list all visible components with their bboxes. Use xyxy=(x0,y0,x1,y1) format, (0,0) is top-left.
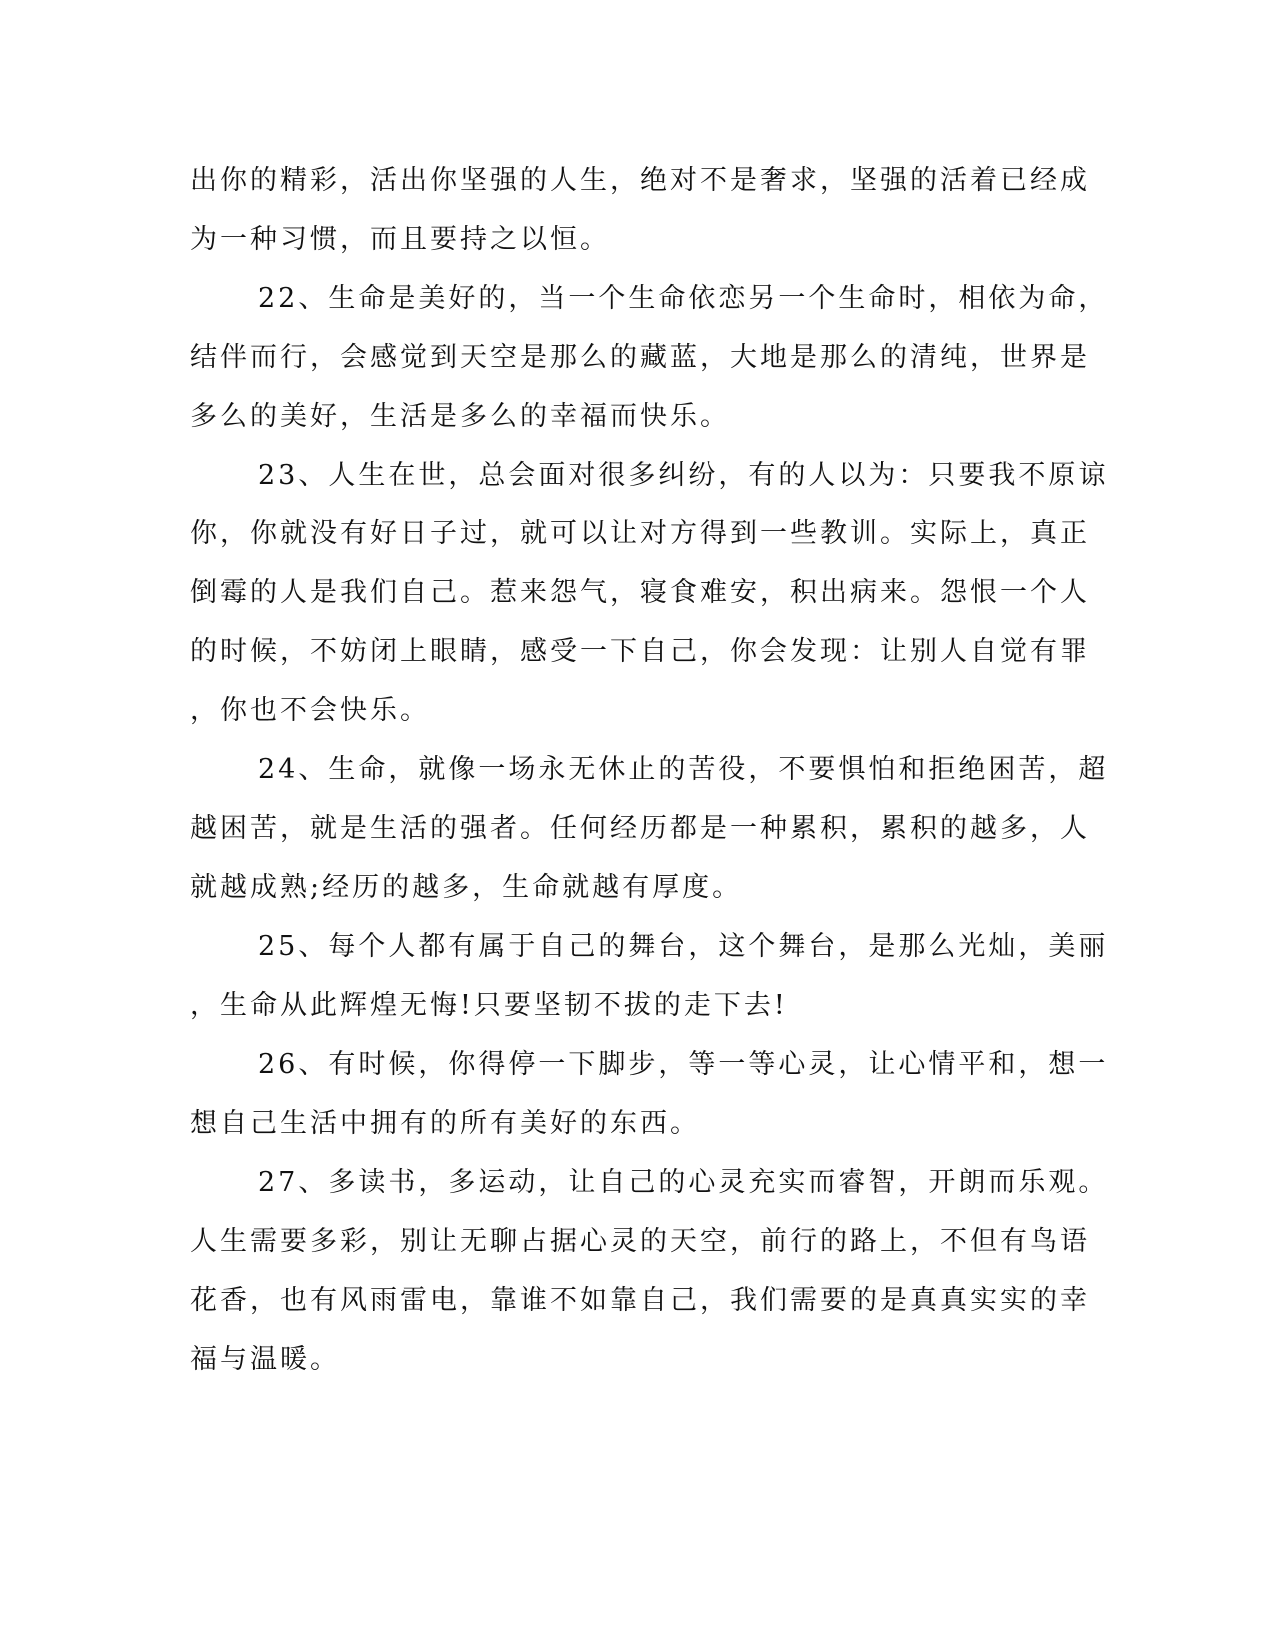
paragraph-21-line-3: 为一种习惯，而且要持之以恒。 xyxy=(190,224,610,255)
paragraph-23-line-3: 倒霉的人是我们自己。惹来怨气，寝食难安，积出病来。怨恨一个人 xyxy=(190,577,1090,608)
paragraph-23-line-2: 你，你就没有好日子过，就可以让对方得到一些教训。实际上，真正 xyxy=(190,518,1090,549)
paragraph-22-line-3: 多么的美好，生活是多么的幸福而快乐。 xyxy=(190,401,730,432)
paragraph-23-line-1: 23、人生在世，总会面对很多纠纷，有的人以为：只要我不原谅 xyxy=(258,460,1109,491)
paragraph-24-line-3: 就越成熟;经历的越多，生命就越有厚度。 xyxy=(190,872,743,903)
paragraph-25-line-2: ，生命从此辉煌无悔!只要坚韧不拔的走下去! xyxy=(190,990,788,1021)
paragraph-26-line-1: 26、有时候，你得停一下脚步，等一等心灵，让心情平和，想一 xyxy=(258,1049,1109,1080)
paragraph-22-line-2: 结伴而行，会感觉到天空是那么的藏蓝，大地是那么的清纯，世界是 xyxy=(190,342,1090,373)
paragraph-23-line-5: ，你也不会快乐。 xyxy=(190,695,430,726)
paragraph-25-line-1: 25、每个人都有属于自己的舞台，这个舞台，是那么光灿，美丽 xyxy=(258,931,1109,962)
paragraph-27-line-3: 花香，也有风雨雷电，靠谁不如靠自己，我们需要的是真真实实的幸 xyxy=(190,1285,1090,1316)
paragraph-23-line-4: 的时候，不妨闭上眼睛，感受一下自己，你会发现：让别人自觉有罪 xyxy=(190,636,1090,667)
paragraph-24-line-1: 24、生命，就像一场永无休止的苦役，不要惧怕和拒绝困苦，超 xyxy=(258,754,1109,785)
paragraph-27-line-1: 27、多读书，多运动，让自己的心灵充实而睿智，开朗而乐观。 xyxy=(258,1167,1109,1198)
paragraph-26-line-2: 想自己生活中拥有的所有美好的东西。 xyxy=(190,1108,700,1139)
paragraph-27-line-4: 福与温暖。 xyxy=(190,1344,340,1375)
paragraph-24-line-2: 越困苦，就是生活的强者。任何经历都是一种累积，累积的越多，人 xyxy=(190,813,1090,844)
paragraph-21-line-2: 出你的精彩，活出你坚强的人生，绝对不是奢求，坚强的活着已经成 xyxy=(190,165,1090,196)
paragraph-27-line-2: 人生需要多彩，别让无聊占据心灵的天空，前行的路上，不但有鸟语 xyxy=(190,1226,1090,1257)
paragraph-22-line-1: 22、生命是美好的，当一个生命依恋另一个生命时，相依为命， xyxy=(258,283,1109,314)
